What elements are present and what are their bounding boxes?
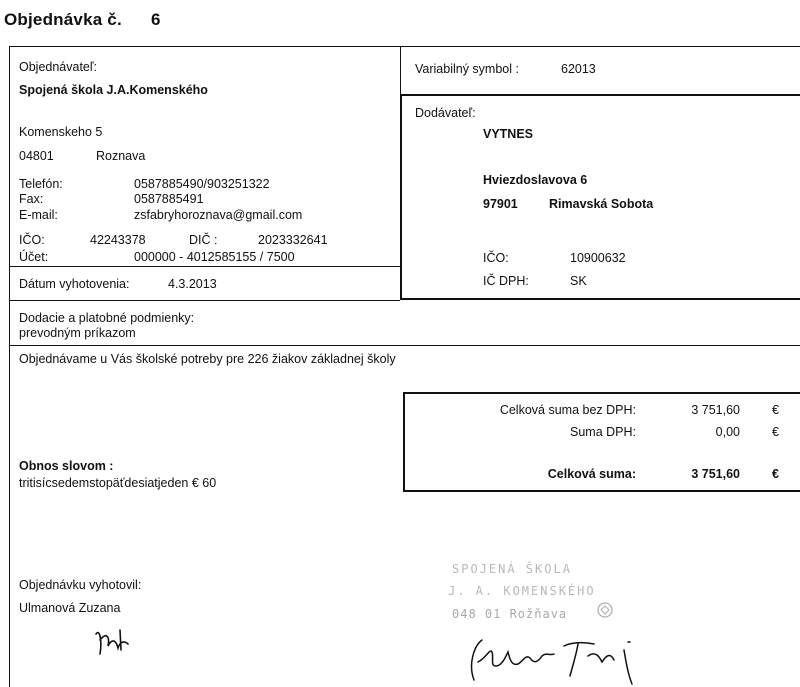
supplier-name: VYTNES	[483, 127, 534, 141]
customer-date-divider	[9, 266, 400, 267]
stamp-line-1: SPOJENÁ ŠKOLA	[452, 562, 572, 576]
variable-symbol-label: Variabilný symbol :	[415, 62, 519, 76]
subtotal-label: Celková suma bez DPH:	[499, 403, 636, 417]
email-label: E-mail:	[19, 208, 58, 222]
subtotal-value: 3 751,60	[691, 403, 740, 417]
customer-zip: 04801	[19, 149, 54, 163]
supplier-city: Rimavská Sobota	[549, 197, 654, 211]
terms-value: prevodným príkazom	[19, 326, 136, 340]
customer-divider-vertical	[400, 46, 401, 94]
stamp-line-2: J. A. KOMENSKÉHO	[448, 584, 596, 598]
vat-label: Suma DPH:	[570, 425, 636, 439]
email-value: zsfabryhoroznava@gmail.com	[134, 208, 303, 222]
in-words-label: Obnos slovom :	[19, 459, 114, 473]
supplier-ico-value: 10900632	[570, 251, 626, 265]
supplier-ico-label: IČO:	[483, 251, 509, 265]
issued-by-name: Ulmanová Zuzana	[19, 601, 121, 615]
stamp-emblem-icon	[595, 600, 615, 620]
vat-value: 0,00	[715, 425, 740, 439]
customer-label: Objednávateľ:	[19, 60, 98, 74]
supplier-icdph-value: SK	[570, 274, 587, 288]
vat-currency: €	[772, 425, 779, 439]
total-value: 3 751,60	[691, 467, 740, 481]
order-text: Objednávame u Vás školské potreby pre 226 žiakov základnej školy	[19, 352, 396, 366]
customer-ico-value: 42243378	[90, 233, 146, 247]
customer-street: Komenskeho 5	[19, 125, 103, 139]
fax-value: 0587885491	[134, 192, 204, 206]
supplier-icdph-label: IČ DPH:	[483, 274, 529, 288]
issued-by-label: Objednávku vyhotovil:	[19, 578, 142, 592]
document-number: 6	[151, 10, 161, 29]
phone-label: Telefón:	[19, 177, 63, 191]
stamp-line-3: 048 01 Rožňava	[452, 607, 568, 621]
director-signature	[460, 622, 670, 687]
frame-top-line	[9, 46, 800, 47]
issue-date-label: Dátum vyhotovenia:	[19, 277, 130, 291]
account-value: 000000 - 4012585155 / 7500	[134, 250, 295, 264]
supplier-street: Hviezdoslavova 6	[483, 173, 588, 187]
customer-name: Spojená škola J.A.Komenského	[19, 83, 208, 97]
customer-dic-value: 2023332641	[258, 233, 328, 247]
customer-ico-label: IČO:	[19, 233, 45, 247]
in-words-value: tritisícsedemstopäťdesiatjeden € 60	[19, 476, 217, 490]
initials-signature	[90, 620, 135, 665]
supplier-label: Dodávateľ:	[415, 106, 476, 120]
total-currency: €	[772, 467, 779, 481]
subtotal-currency: €	[772, 403, 779, 417]
account-label: Účet:	[19, 250, 49, 264]
terms-divider	[9, 345, 800, 346]
issue-date-value: 4.3.2013	[168, 277, 217, 291]
phone-value: 0587885490/903251322	[134, 177, 270, 191]
date-divider-bottom	[9, 300, 400, 301]
supplier-zip: 97901	[483, 197, 518, 211]
terms-label: Dodacie a platobné podmienky:	[19, 311, 195, 325]
fax-label: Fax:	[19, 192, 44, 206]
variable-symbol-value: 62013	[561, 62, 596, 76]
document-title: Objednávka č.	[4, 10, 122, 29]
frame-left-line	[9, 46, 10, 687]
customer-dic-label: DIČ :	[189, 233, 218, 247]
total-label: Celková suma:	[547, 467, 636, 481]
customer-city: Roznava	[96, 149, 146, 163]
